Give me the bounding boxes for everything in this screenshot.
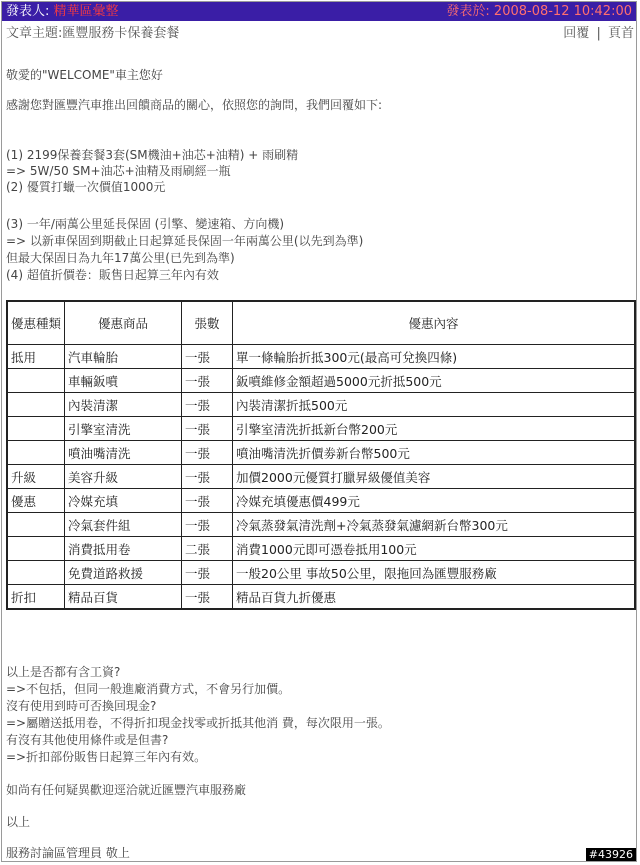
table-row (7, 465, 635, 489)
post-date: 2008-08-12 10:42:00 (493, 4, 632, 19)
row-content: 加價2000元優質打臘昇級優值美容 (233, 465, 635, 489)
item-line: (1) 2199保養套餐3套(SM機油+油芯+油精) + 雨刷精 (6, 148, 299, 162)
closing: 以上 (6, 815, 31, 829)
faq-line: =>折扣部份販售日起算三年內有效。 (6, 750, 207, 764)
item-line: => 以新車保固到期截止日起算延長保固一年兩萬公里(以先到為準) (6, 234, 364, 248)
row-qty: 一張 (182, 417, 233, 441)
header-product: 優惠商品 (65, 301, 182, 345)
post-header (2, 2, 636, 21)
faq-line: 沒有使用到時可否換回現金? (6, 699, 157, 713)
row-content: 內裝清潔折抵500元 (233, 393, 635, 417)
row-type (7, 393, 65, 417)
row-type (7, 369, 65, 393)
row-content: 消費1000元即可憑卷抵用100元 (233, 537, 635, 561)
date-label: 發表於: (446, 4, 490, 19)
faq-line: 以上是否都有含工資? (6, 665, 121, 679)
row-content: 單一條輪胎折抵300元(最高可兌換四條) (233, 345, 635, 369)
item-line: => 5W/50 SM+油芯+油精及雨刷經一瓶 (6, 164, 231, 178)
row-content: 一般20公里 事故50公里，限拖回為匯豐服務廠 (233, 561, 635, 585)
intro: 感謝您對匯豐汽車推出回饋商品的關心，依照您的詢問，我們回覆如下: (6, 98, 383, 112)
row-product: 引擎室清洗 (65, 417, 182, 441)
row-qty: 一張 (182, 513, 233, 537)
row-type (7, 561, 65, 585)
row-content: 冷氣蒸發氣清洗劑+冷氣蒸發氣濾網新台幣300元 (233, 513, 635, 537)
row-product: 汽車輪胎 (65, 345, 182, 369)
row-content: 引擎室清洗折抵新台幣200元 (233, 417, 635, 441)
item-line: 但最大保固日為九年17萬公里(已先到為準) (6, 251, 235, 265)
post-links (563, 22, 634, 41)
row-content: 鈑噴維修金額超過5000元折抵500元 (233, 369, 635, 393)
table-row (7, 417, 635, 441)
top-link[interactable]: 頁首 (607, 26, 634, 41)
reply-link[interactable]: 回覆 (563, 26, 590, 41)
table-row (7, 441, 635, 465)
row-type: 抵用 (7, 345, 65, 369)
contact-note: 如尚有任何疑異歡迎逕洽就近匯豐汽車服務廠 (6, 783, 247, 797)
row-qty: 一張 (182, 489, 233, 513)
faq-line: 有沒有其他使用條件或是但書? (6, 733, 169, 747)
row-type (7, 513, 65, 537)
row-qty: 一張 (182, 345, 233, 369)
row-type (7, 441, 65, 465)
row-product: 免費道路救援 (65, 561, 182, 585)
promo-table (6, 300, 636, 610)
table-header-row (7, 301, 635, 345)
greeting: 敬愛的"WELCOME"車主您好 (6, 68, 163, 82)
table-row (7, 393, 635, 417)
table-body (7, 345, 635, 610)
item-line: (2) 優質打蠟一次價值1000元 (6, 180, 166, 194)
row-qty: 一張 (182, 441, 233, 465)
post-subject (6, 22, 179, 41)
row-content: 冷媒充填優惠價499元 (233, 489, 635, 513)
table-row (7, 489, 635, 513)
table-row (7, 561, 635, 585)
header-content: 優惠內容 (233, 301, 635, 345)
table-row (7, 369, 635, 393)
row-qty: 一張 (182, 585, 233, 610)
item-line: (4) 超值折價卷：販售日起算三年內有效 (6, 268, 219, 282)
subject-label: 文章主題: (6, 26, 63, 41)
row-qty: 一張 (182, 393, 233, 417)
row-product: 精品百貨 (65, 585, 182, 610)
table-row (7, 345, 635, 369)
row-type (7, 417, 65, 441)
header-type-label: 優惠種類 (11, 315, 62, 331)
row-product: 內裝清潔 (65, 393, 182, 417)
row-type (7, 537, 65, 561)
row-type: 優惠 (7, 489, 65, 513)
signature: 服務討論區管理員 敬上 (6, 846, 130, 860)
row-qty: 一張 (182, 465, 233, 489)
row-type: 升級 (7, 465, 65, 489)
post-id-watermark: #43926 (586, 848, 636, 861)
row-qty: 一張 (182, 369, 233, 393)
header-type (7, 301, 65, 345)
row-qty: 一張 (182, 561, 233, 585)
row-product: 美容升級 (65, 465, 182, 489)
row-product: 冷媒充填 (65, 489, 182, 513)
subject-title: 匯豐服務卡保養套餐 (62, 26, 180, 41)
faq-line: =>屬贈送抵用卷，不得折扣現金找零或折抵其他消 費，每次限用一張。 (6, 716, 390, 730)
row-content: 噴油嘴清洗折價劵新台幣500元 (233, 441, 635, 465)
row-product: 消費抵用卷 (65, 537, 182, 561)
author-name[interactable]: 精華區彙整 (53, 4, 119, 19)
header-qty: 張數 (182, 301, 233, 345)
row-type: 折扣 (7, 585, 65, 610)
faq-line: =>不包括，但同一般進廠消費方式，不會另行加價。 (6, 682, 291, 696)
row-qty: 二張 (182, 537, 233, 561)
row-product: 冷氣套件組 (65, 513, 182, 537)
post-date-info (446, 2, 632, 21)
item-line: (3) 一年/兩萬公里延長保固 (引擎、變速箱、方向機) (6, 217, 285, 231)
row-content: 精品百貨九折優惠 (233, 585, 635, 610)
link-separator: | (596, 26, 601, 41)
author-info (6, 2, 119, 21)
table-row (7, 585, 635, 610)
row-product: 噴油嘴清洗 (65, 441, 182, 465)
table-row (7, 537, 635, 561)
author-label: 發表人: (6, 4, 50, 19)
table-row (7, 513, 635, 537)
row-product: 車輛鈑噴 (65, 369, 182, 393)
